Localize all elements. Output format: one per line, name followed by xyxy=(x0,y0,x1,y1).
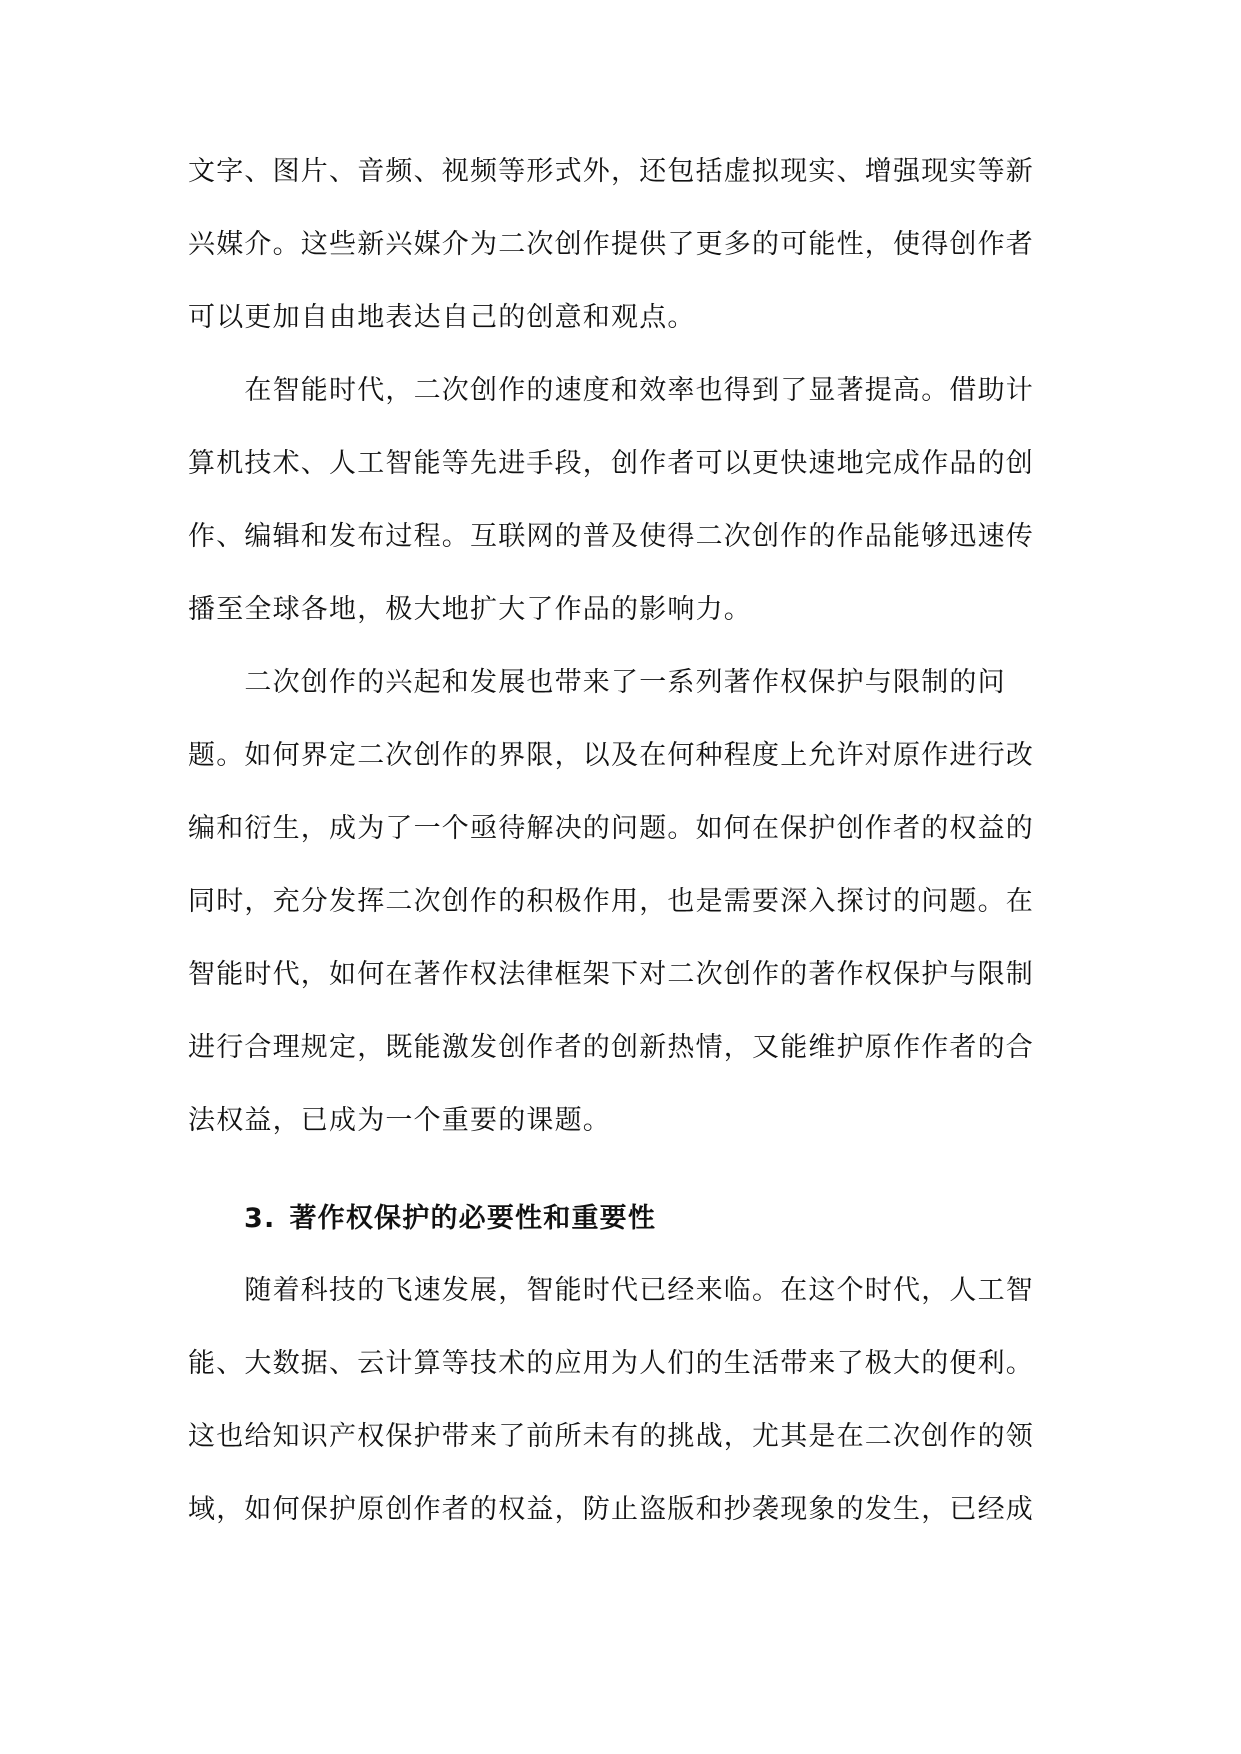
text-line: 兴媒介。这些新兴媒介为二次创作提供了更多的可能性，使得创作者 xyxy=(188,229,1034,260)
text-line: 可以更加自由地表达自己的创意和观点。 xyxy=(188,302,696,333)
text-line: 域，如何保护原创作者的权益，防止盗版和抄袭现象的发生，已经成 xyxy=(188,1494,1034,1525)
paragraph xyxy=(188,655,1060,1166)
text-line: 二次创作的兴起和发展也带来了一系列著作权保护与限制的问 xyxy=(188,667,1006,698)
text-line: 法权益，已成为一个重要的课题。 xyxy=(188,1105,611,1136)
paragraph xyxy=(188,1263,1060,1555)
text-line: 题。如何界定二次创作的界限，以及在何种程度上允许对原作进行改 xyxy=(188,740,1034,771)
text-line: 作、编辑和发布过程。互联网的普及使得二次创作的作品能够迅速传 xyxy=(188,521,1034,552)
text-line: 能、大数据、云计算等技术的应用为人们的生活带来了极大的便利。 xyxy=(188,1348,1034,1379)
paragraph xyxy=(188,144,1060,363)
text-line: 同时，充分发挥二次创作的积极作用，也是需要深入探讨的问题。在 xyxy=(188,886,1034,917)
text-line: 在智能时代，二次创作的速度和效率也得到了显著提高。借助计 xyxy=(188,375,1034,406)
text-line: 这也给知识产权保护带来了前所未有的挑战，尤其是在二次创作的领 xyxy=(188,1421,1034,1452)
section-number: 3. xyxy=(244,1203,276,1234)
text-line: 智能时代，如何在著作权法律框架下对二次创作的著作权保护与限制 xyxy=(188,959,1034,990)
text-line: 进行合理规定，既能激发创作者的创新热情，又能维护原作作者的合 xyxy=(188,1032,1034,1063)
text-line: 编和衍生，成为了一个亟待解决的问题。如何在保护创作者的权益的 xyxy=(188,813,1034,844)
text-line: 随着科技的飞速发展，智能时代已经来临。在这个时代，人工智 xyxy=(188,1275,1034,1306)
section-title: 著作权保护的必要性和重要性 xyxy=(289,1203,657,1234)
section-heading xyxy=(188,1191,1060,1263)
text-line: 算机技术、人工智能等先进手段，创作者可以更快速地完成作品的创 xyxy=(188,448,1034,479)
paragraph xyxy=(188,363,1060,655)
section-spacer xyxy=(188,1166,1060,1191)
document-body xyxy=(188,144,1060,1555)
text-line: 播至全球各地，极大地扩大了作品的影响力。 xyxy=(188,594,752,625)
text-line: 文字、图片、音频、视频等形式外，还包括虚拟现实、增强现实等新 xyxy=(188,156,1034,187)
